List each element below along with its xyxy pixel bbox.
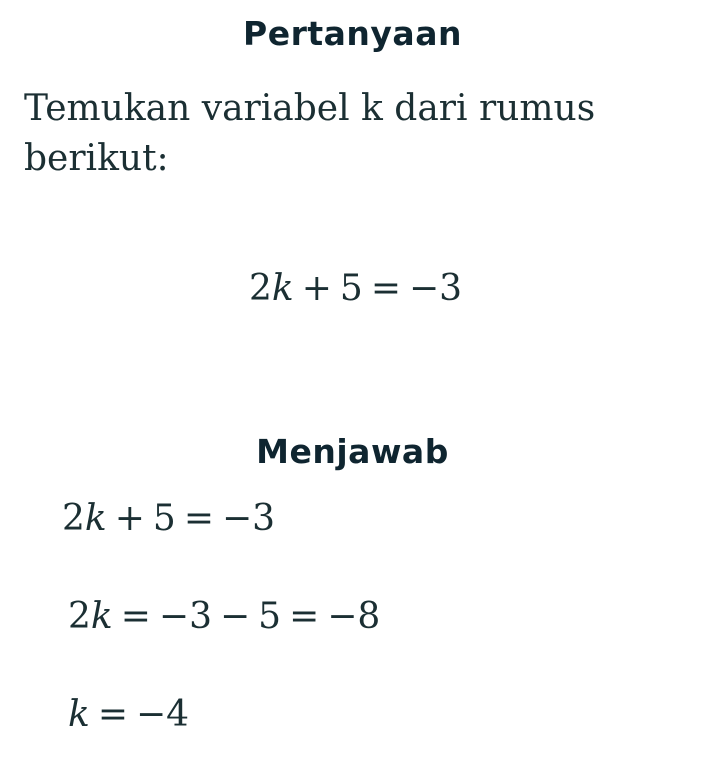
equals-sign: = (289, 596, 320, 637)
answer-step-2 (68, 596, 380, 637)
variable: k (271, 268, 294, 309)
operator: + (301, 268, 332, 309)
operator: − (219, 596, 251, 637)
result: −3 (408, 268, 463, 309)
term: 5 (258, 596, 282, 637)
result: −4 (136, 694, 190, 735)
term: −3 (158, 596, 212, 637)
equals-sign: = (370, 268, 401, 309)
question-heading: Pertanyaan (243, 14, 462, 53)
result: −8 (327, 596, 381, 637)
equals-sign: = (183, 498, 214, 539)
question-text: Temukan variabel k dari rumus berikut: (24, 88, 596, 179)
answer-step-1 (62, 498, 275, 539)
result: −3 (221, 498, 276, 539)
variable: k (90, 596, 113, 637)
constant: 5 (339, 268, 363, 309)
constant: 5 (152, 498, 176, 539)
operator: + (114, 498, 145, 539)
coefficient: 2 (249, 268, 272, 309)
answer-heading: Menjawab (256, 432, 449, 471)
variable: k (68, 694, 90, 735)
question-equation (249, 268, 462, 309)
coefficient: 2 (62, 498, 85, 539)
answer-step-3 (68, 694, 189, 735)
coefficient: 2 (68, 596, 91, 637)
equals-sign: = (97, 694, 128, 735)
equals-sign: = (120, 596, 151, 637)
variable: k (84, 498, 107, 539)
